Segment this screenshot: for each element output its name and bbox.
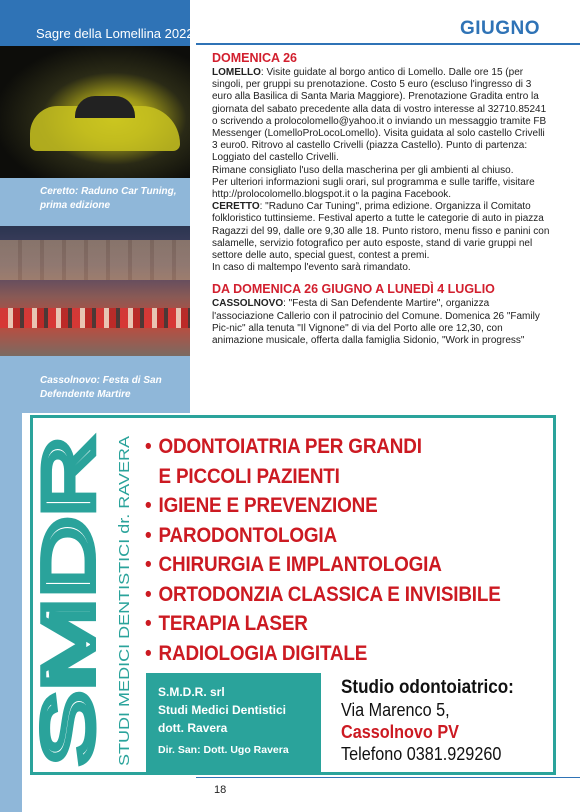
bullet-icon: • — [145, 641, 152, 665]
paragraph-text: : "Festa di San Defendente Martire", organizza l'associazione Callerio con il patrocinio del Comune. Domenica 26 "Family Pic-nic" alla tenuta "Il Vignone" di via del Porto alle ore 12,30, con animazione musicale, offerta dalla famiglia Sidonio, "Work in progress" — [212, 298, 540, 347]
car-tuning-photo — [0, 46, 190, 178]
festival-crowd-photo — [0, 226, 190, 356]
service-item: • ODONTOIATRIA PER GRANDI — [145, 432, 509, 462]
town-name: LOMELLO — [212, 67, 261, 78]
logo-subtitle: STUDI MEDICI DENTISTICI dr. RAVERA — [116, 491, 133, 766]
service-item: • RADIOLOGIA DIGITALE — [145, 639, 509, 669]
left-margin-strip — [0, 413, 22, 812]
article-column — [212, 51, 552, 347]
bullet-icon: • — [145, 494, 152, 517]
event-date-heading: DA DOMENICA 26 GIUGNO A LUNEDÌ 4 LUGLIO — [212, 282, 495, 297]
bullet-icon: • — [145, 582, 152, 606]
company-name: S.M.D.R. srl — [158, 685, 225, 699]
logo-letters: SMDR — [29, 554, 109, 766]
smdr-logo — [29, 428, 141, 768]
bullet-icon: • — [145, 523, 152, 547]
service-item: • TERAPIA LASER — [145, 609, 509, 639]
paragraph-text: : "Raduno Car Tuning", prima edizione. Organizza il Comitato folkloristico tuttinsieme. Festival aperto a tutte le categorie di auto in piazza Ragazzi del 99, dalle ore 9,30 alle 18. Punto ristoro, menu fisso e panini con salamelle, servizio fotografico per auto esposte, stand di varie gruppi nel settore delle auto, special guest, contest a premi. — [212, 201, 550, 262]
service-item: • PARODONTOLOGIA — [145, 521, 509, 551]
lomello-paragraph — [212, 67, 552, 165]
town-name: CERETTO — [212, 201, 260, 213]
bullet-icon: • — [145, 612, 152, 635]
section-title: Sagre della Lomellina 2022 — [0, 0, 190, 46]
sidebar — [0, 0, 194, 413]
studio-city: Cassolnovo PV — [341, 722, 459, 742]
studio-title: Studio odontoiatrico: — [341, 677, 514, 698]
bullet-icon: • — [145, 435, 152, 458]
medical-director: Dir. San: Dott. Ugo Ravera — [158, 744, 289, 756]
mask-notice: Rimane consigliato l'uso della mascherina per gli ambienti al chiuso. — [212, 164, 514, 176]
service-item: • IGIENE E PREVENZIONE — [145, 491, 509, 521]
info-paragraph: Per ulteriori informazioni sugli orari, sul programma e sulle tariffe, visitare http://prolocolomello.blogspot.it o la pagina Facebook. — [212, 176, 535, 201]
company-info-box — [146, 673, 321, 773]
page-number: 18 — [214, 784, 227, 796]
company-doctor: dott. Ravera — [158, 721, 228, 735]
cassolnovo-paragraph — [212, 298, 552, 347]
event-date-heading: DOMENICA 26 — [212, 51, 297, 65]
studio-phone: Telefono 0381.929260 — [341, 744, 502, 764]
weather-notice: In caso di maltempo l'evento sarà rimandato. — [212, 262, 411, 274]
service-item: E PICCOLI PAZIENTI — [158, 464, 340, 488]
studio-contact — [341, 676, 551, 765]
studio-address: Via Marenco 5, — [341, 700, 450, 720]
car-photo-caption: Ceretto: Raduno Car Tuning, prima edizione — [40, 186, 177, 211]
smdr-logo-graphic — [29, 428, 141, 768]
service-item: • ORTODONZIA CLASSICA E INVISIBILE — [145, 580, 509, 610]
bullet-icon: • — [145, 553, 152, 576]
town-name: CASSOLNOVO — [212, 298, 284, 310]
ceretto-paragraph — [212, 201, 552, 262]
services-list — [145, 432, 549, 668]
company-description: Studi Medici Dentistici — [158, 703, 287, 717]
crowd-photo-caption: Cassolnovo: Festa di San Defendente Martire — [40, 375, 162, 400]
month-title: GIUGNO — [459, 18, 540, 39]
service-item: • CHIRURGIA E IMPLANTOLOGIA — [145, 550, 509, 580]
paragraph-text: : Visite guidate al borgo antico di Lomello. Dalle ore 15 (per singoli, per gruppi su prenotazione. Costo 5 euro (escluso l'ingresso di 3 euro alla Basilica di Santa Maria Maggiore). Prenotazione Gradita entro la giornata del sabato precedente alla data di vostro interesse al 32710.85241 o scrivendo a prolocolomello@yahoo.it o inviando un messaggio tramite FB Messenger (LomelloProLocoLomello). Visita guidata al solo castello Crivelli 3 euro0. Ritrovo al castello Crivelli (piazza Castello). Punto di partenza: Loggiato del castello Crivelli. — [212, 67, 547, 164]
header-divider — [196, 43, 580, 45]
footer-divider — [196, 777, 580, 778]
dental-advertisement — [30, 415, 556, 775]
